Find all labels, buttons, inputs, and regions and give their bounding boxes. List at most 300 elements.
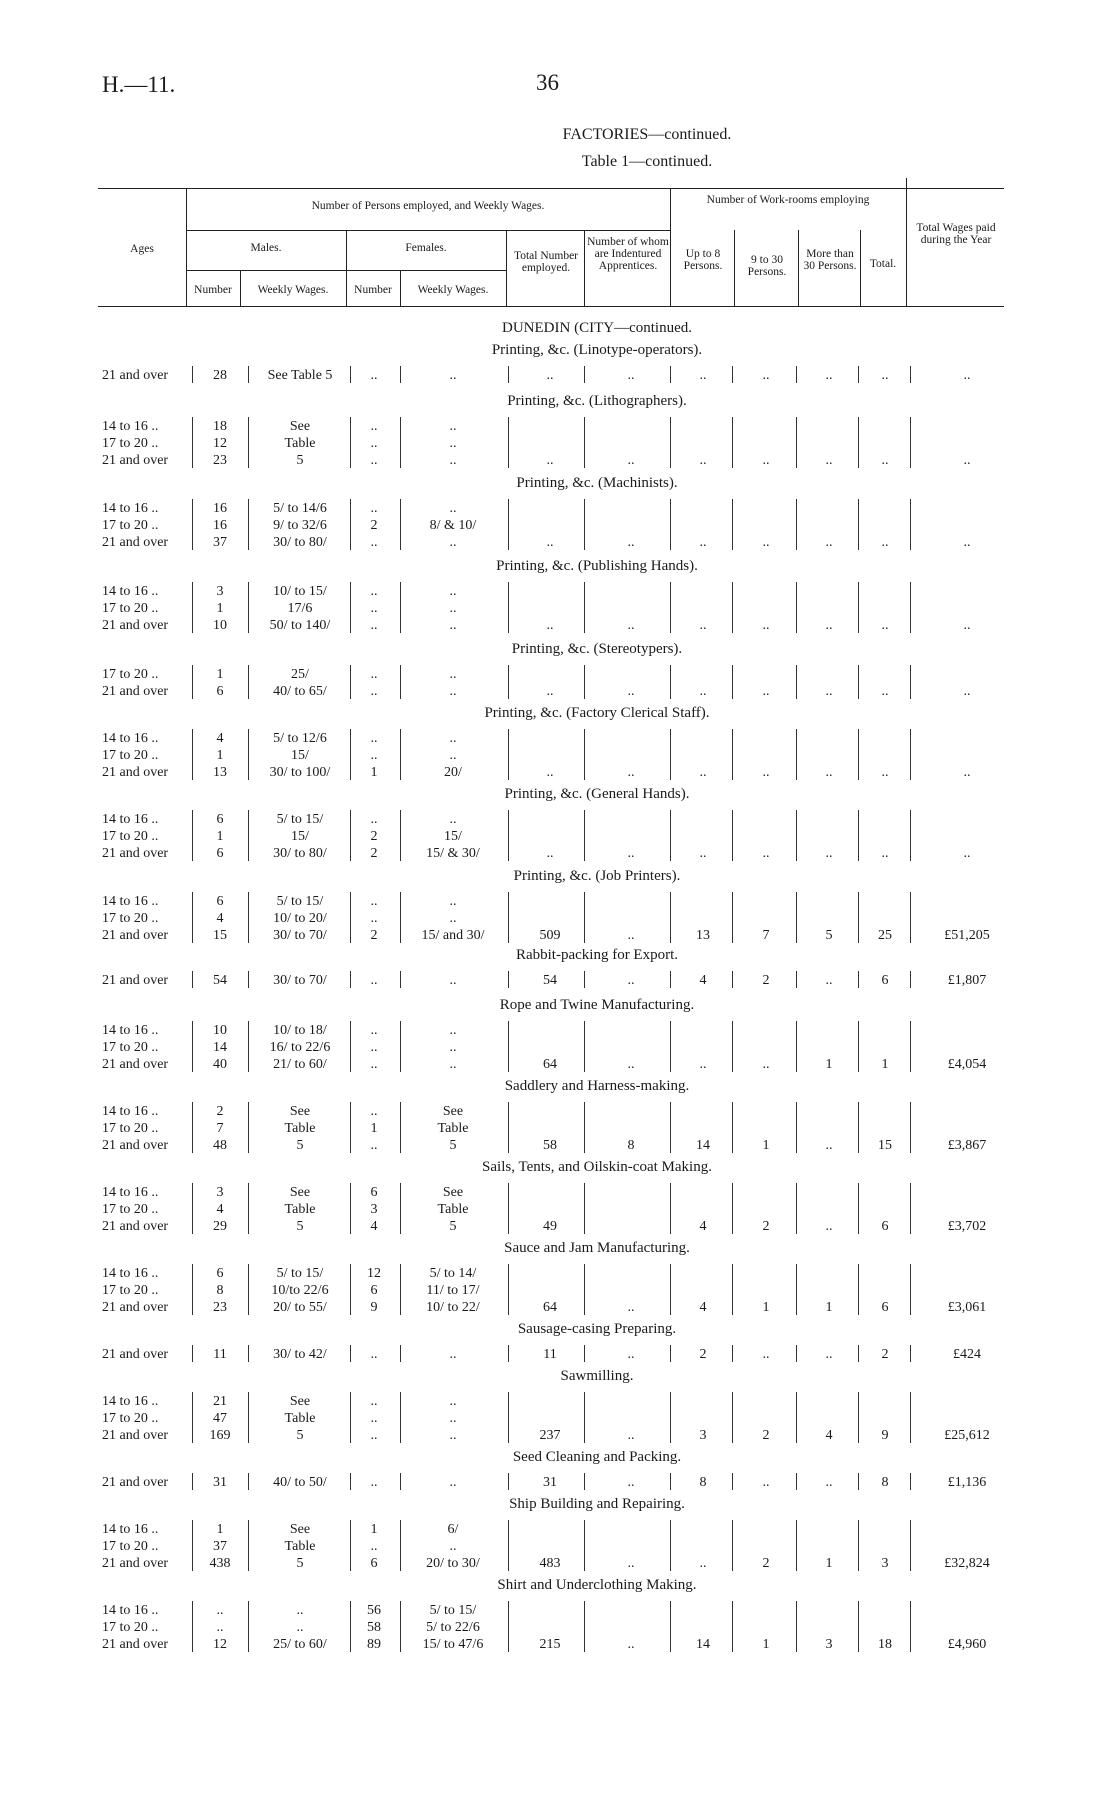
cell-w30: ..: [762, 846, 770, 861]
cell-w8: ..: [699, 846, 707, 861]
cell-fnum: 6: [370, 1185, 378, 1200]
column-rule: [858, 417, 859, 468]
cell-fwage: ..: [449, 684, 457, 699]
column-rule: [248, 1021, 249, 1072]
cell-mwage: 5/ to 15/: [276, 894, 324, 909]
column-rule: [584, 1345, 585, 1362]
cell-ind: ..: [627, 1637, 635, 1652]
column-rule: [192, 1520, 193, 1571]
cell-mnum: 6: [216, 684, 224, 699]
cell-age: 17 to 20 ..: [102, 748, 159, 763]
cell-ind: ..: [627, 973, 635, 988]
cell-w30: ..: [762, 1475, 770, 1490]
cell-mwage: 20/ to 55/: [273, 1300, 327, 1315]
cell-w8: 14: [696, 1637, 710, 1652]
table-row: [0, 1185, 1114, 1201]
column-rule: [508, 1601, 509, 1652]
column-rule: [584, 665, 585, 699]
column-rule: [910, 1345, 911, 1362]
column-rule: [732, 892, 733, 943]
cell-fnum: ..: [370, 1475, 378, 1490]
cell-mnum: 7: [216, 1121, 224, 1136]
column-rule: [670, 366, 671, 383]
column-rule: [796, 417, 797, 468]
column-rule: [400, 366, 401, 383]
section-title: Rabbit-packing for Export.: [515, 947, 679, 963]
column-rule: [400, 417, 401, 468]
cell-w8: ..: [699, 765, 707, 780]
column-rule: [732, 810, 733, 861]
cell-fnum: ..: [370, 436, 378, 451]
header-indentured: Number of whom are Indentured Apprentices.: [587, 236, 669, 272]
column-rule: [670, 971, 671, 988]
cell-age: 21 and over: [102, 765, 169, 780]
section-title: Printing, &c. (Machinists).: [516, 475, 678, 491]
cell-wages: £424: [953, 1347, 981, 1362]
cell-mwage: See: [289, 1394, 311, 1409]
table-row: [0, 419, 1114, 435]
cell-mnum: 10: [213, 1023, 227, 1038]
cell-mwage: 5: [296, 1428, 304, 1443]
cell-ind: ..: [627, 928, 635, 943]
table-row: [0, 368, 1114, 384]
section-title: Sauce and Jam Manufacturing.: [504, 1240, 690, 1256]
cell-fwage: ..: [449, 731, 457, 746]
column-rule: [796, 1601, 797, 1652]
cell-mwage: 40/ to 50/: [273, 1475, 327, 1490]
cell-fnum: ..: [370, 1428, 378, 1443]
cell-mnum: 40: [213, 1057, 227, 1072]
column-rule: [732, 1021, 733, 1072]
column-rule: [400, 665, 401, 699]
cell-age: 21 and over: [102, 1475, 169, 1490]
cell-mwage: 5/ to 12/6: [273, 731, 327, 746]
cell-fnum: ..: [370, 501, 378, 516]
cell-fnum: 6: [370, 1556, 378, 1571]
cell-mnum: 14: [213, 1040, 227, 1055]
column-rule: [248, 729, 249, 780]
cell-mnum: 1: [216, 829, 224, 844]
column-rule: [670, 665, 671, 699]
cell-fwage: 8/ & 10/: [429, 518, 477, 533]
column-rule: [350, 417, 351, 468]
column-rule: [350, 582, 351, 633]
cell-wtot: ..: [881, 765, 889, 780]
table-row: [0, 684, 1114, 700]
header-workrooms-group: Number of Work-rooms employing: [706, 194, 870, 206]
cell-fwage: ..: [449, 453, 457, 468]
column-rule: [732, 582, 733, 633]
cell-wages: ..: [963, 368, 971, 383]
cell-mwage: 5: [296, 1219, 304, 1234]
column-rule: [248, 971, 249, 988]
column-rule: [248, 1473, 249, 1490]
cell-w8: ..: [699, 684, 707, 699]
cell-w30: ..: [762, 684, 770, 699]
column-rule: [248, 1345, 249, 1362]
column-rule: [670, 729, 671, 780]
cell-mwage: 30/ to 80/: [273, 846, 327, 861]
cell-tot: ..: [546, 535, 554, 550]
cell-mwage: 17/6: [287, 601, 313, 616]
section-title: Printing, &c. (Linotype-operators).: [491, 342, 703, 358]
column-rule: [910, 729, 911, 780]
cell-w8: ..: [699, 535, 707, 550]
cell-ind: ..: [627, 1475, 635, 1490]
cell-w30: 7: [762, 928, 770, 943]
cell-w8: 4: [699, 973, 707, 988]
cell-fwage: ..: [449, 1428, 457, 1443]
cell-age: 14 to 16 ..: [102, 1185, 159, 1200]
cell-mnum: 2: [216, 1104, 224, 1119]
column-rule: [910, 1102, 911, 1153]
cell-mwage: 5/ to 14/6: [273, 501, 327, 516]
cell-fwage: ..: [449, 1539, 457, 1554]
column-rule: [508, 1102, 509, 1153]
cell-fwage: ..: [449, 812, 457, 827]
column-rule: [584, 1021, 585, 1072]
cell-mwage: ..: [296, 1620, 304, 1635]
column-rule: [350, 1264, 351, 1315]
cell-fnum: ..: [370, 894, 378, 909]
cell-tot: ..: [546, 453, 554, 468]
cell-mnum: 3: [216, 584, 224, 599]
table-row: [0, 1428, 1114, 1444]
cell-wtot: 6: [881, 1219, 889, 1234]
cell-mnum: 1: [216, 601, 224, 616]
section-title: Sausage-casing Preparing.: [517, 1321, 677, 1337]
column-rule: [192, 892, 193, 943]
cell-age: 14 to 16 ..: [102, 731, 159, 746]
cell-fwage: See: [442, 1185, 464, 1200]
cell-tot: 54: [543, 973, 557, 988]
cell-mwage: 15/: [291, 748, 309, 763]
column-rule: [584, 729, 585, 780]
cell-fnum: ..: [370, 1539, 378, 1554]
cell-wmore: ..: [825, 765, 833, 780]
column-rule: [350, 1601, 351, 1652]
cell-age: 17 to 20 ..: [102, 601, 159, 616]
cell-mnum: 54: [213, 973, 227, 988]
column-rule: [400, 1021, 401, 1072]
table-row: [0, 1522, 1114, 1538]
column-rule: [732, 1392, 733, 1443]
cell-age: 21 and over: [102, 1428, 169, 1443]
column-rule: [858, 1102, 859, 1153]
cell-age: 21 and over: [102, 1637, 169, 1652]
column-rule: [858, 810, 859, 861]
column-rule: [858, 665, 859, 699]
column-rule: [400, 1183, 401, 1234]
cell-wmore: ..: [825, 684, 833, 699]
table-title: Table 1—continued.: [581, 153, 713, 170]
cell-wtot: 25: [878, 928, 892, 943]
cell-mwage: Table: [284, 436, 316, 451]
column-rule: [192, 1473, 193, 1490]
cell-fwage: ..: [449, 1040, 457, 1055]
section-title: Shirt and Underclothing Making.: [497, 1577, 697, 1593]
column-rule: [584, 1102, 585, 1153]
cell-fwage: 11/ to 17/: [426, 1283, 480, 1298]
column-rule: [910, 582, 911, 633]
cell-wages: £3,061: [947, 1300, 987, 1315]
cell-w8: 3: [699, 1428, 707, 1443]
cell-mnum: 6: [216, 1266, 224, 1281]
cell-fnum: 4: [370, 1219, 378, 1234]
cell-wmore: ..: [825, 453, 833, 468]
section-title: Saddlery and Harness-making.: [504, 1078, 690, 1094]
column-rule: [192, 1183, 193, 1234]
column-rule: [248, 582, 249, 633]
cell-wtot: 6: [881, 1300, 889, 1315]
column-rule: [508, 499, 509, 550]
header-males: Males.: [250, 242, 282, 254]
cell-fnum: ..: [370, 453, 378, 468]
cell-wmore: 5: [825, 928, 833, 943]
column-rule: [910, 1473, 911, 1490]
cell-ind: ..: [627, 368, 635, 383]
cell-age: 17 to 20 ..: [102, 1539, 159, 1554]
cell-fnum: 1: [370, 765, 378, 780]
cell-w8: ..: [699, 368, 707, 383]
column-rule: [400, 810, 401, 861]
cell-tot: 58: [543, 1138, 557, 1153]
cell-ind: ..: [627, 1347, 635, 1362]
cell-tot: 237: [539, 1428, 561, 1443]
column-rule: [192, 1021, 193, 1072]
table-row: [0, 1475, 1114, 1491]
table-row: [0, 1394, 1114, 1410]
cell-fwage: 15/ to 47/6: [422, 1637, 484, 1652]
cell-wmore: ..: [825, 1138, 833, 1153]
cell-mwage: 16/ to 22/6: [269, 1040, 331, 1055]
cell-age: 21 and over: [102, 453, 169, 468]
table-row: [0, 1539, 1114, 1555]
table-row: [0, 1104, 1114, 1120]
cell-mnum: 4: [216, 731, 224, 746]
cell-mwage: 30/ to 42/: [273, 1347, 327, 1362]
column-rule: [910, 1601, 911, 1652]
column-rule: [248, 366, 249, 383]
column-rule: [400, 1520, 401, 1571]
column-rule: [670, 1264, 671, 1315]
column-rule: [248, 1392, 249, 1443]
cell-fwage: ..: [449, 667, 457, 682]
column-rule: [796, 1473, 797, 1490]
column-rule: [584, 971, 585, 988]
header-more-than-30: More than 30 Persons.: [803, 248, 857, 272]
cell-fnum: ..: [370, 419, 378, 434]
section-title: Printing, &c. (Stereotypers).: [511, 641, 683, 657]
cell-ind: ..: [627, 1300, 635, 1315]
cell-fwage: ..: [449, 1023, 457, 1038]
column-rule: [732, 1183, 733, 1234]
table-row: [0, 1411, 1114, 1427]
cell-fwage: 10/ to 22/: [426, 1300, 480, 1315]
cell-fwage: ..: [449, 601, 457, 616]
cell-mwage: 5: [296, 1138, 304, 1153]
cell-w30: 2: [762, 1428, 770, 1443]
cell-fnum: 2: [370, 846, 378, 861]
cell-age: 21 and over: [102, 973, 169, 988]
column-rule: [508, 1473, 509, 1490]
column-rule: [400, 971, 401, 988]
cell-mnum: 16: [213, 501, 227, 516]
table-row: [0, 501, 1114, 517]
cell-wages: ..: [963, 846, 971, 861]
cell-fnum: ..: [370, 535, 378, 550]
cell-w8: 14: [696, 1138, 710, 1153]
column-rule: [796, 1520, 797, 1571]
cell-fnum: ..: [370, 1138, 378, 1153]
column-rule: [910, 665, 911, 699]
cell-mnum: 6: [216, 894, 224, 909]
column-rule: [670, 1520, 671, 1571]
cell-mnum: 47: [213, 1411, 227, 1426]
cell-w30: ..: [762, 1057, 770, 1072]
table-row: [0, 1603, 1114, 1619]
cell-age: 21 and over: [102, 535, 169, 550]
table-row: [0, 453, 1114, 469]
column-rule: [248, 1520, 249, 1571]
cell-fwage: ..: [449, 748, 457, 763]
cell-age: 17 to 20 ..: [102, 1040, 159, 1055]
column-rule: [910, 971, 911, 988]
cell-fnum: ..: [370, 911, 378, 926]
column-rule: [910, 1520, 911, 1571]
cell-age: 21 and over: [102, 1138, 169, 1153]
column-rule: [670, 892, 671, 943]
cell-age: 21 and over: [102, 1556, 169, 1571]
column-rule: [508, 1264, 509, 1315]
table-row: [0, 1283, 1114, 1299]
column-rule: [796, 1183, 797, 1234]
column-rule: [796, 810, 797, 861]
cell-mnum: 10: [213, 618, 227, 633]
cell-mwage: 30/ to 100/: [269, 765, 331, 780]
cell-fnum: ..: [370, 667, 378, 682]
cell-fwage: ..: [449, 973, 457, 988]
cell-wages: ..: [963, 684, 971, 699]
cell-ind: ..: [627, 846, 635, 861]
column-rule: [350, 810, 351, 861]
table-row: [0, 1300, 1114, 1316]
column-rule: [400, 1601, 401, 1652]
cell-wages: £3,867: [947, 1138, 987, 1153]
cell-mnum: 48: [213, 1138, 227, 1153]
column-rule: [910, 892, 911, 943]
cell-wmore: 3: [825, 1637, 833, 1652]
cell-fnum: 2: [370, 928, 378, 943]
cell-mnum: 1: [216, 1522, 224, 1537]
cell-mnum: 16: [213, 518, 227, 533]
cell-wages: ..: [963, 453, 971, 468]
column-rule: [508, 1345, 509, 1362]
column-rule: [350, 499, 351, 550]
column-rule: [248, 1264, 249, 1315]
cell-ind: ..: [627, 1057, 635, 1072]
table-row: [0, 829, 1114, 845]
cell-ind: ..: [627, 535, 635, 550]
column-rule: [796, 729, 797, 780]
column-rule: [858, 499, 859, 550]
column-rule: [350, 1183, 351, 1234]
cell-mnum: 6: [216, 812, 224, 827]
table-row: [0, 1138, 1114, 1154]
column-rule: [858, 1183, 859, 1234]
cell-w8: 13: [696, 928, 710, 943]
column-rule: [508, 366, 509, 383]
cell-wmore: ..: [825, 1219, 833, 1234]
cell-mnum: 23: [213, 1300, 227, 1315]
column-rule: [350, 1392, 351, 1443]
column-rule: [910, 1392, 911, 1443]
cell-age: 21 and over: [102, 1300, 169, 1315]
column-rule: [858, 1520, 859, 1571]
cell-wmore: ..: [825, 618, 833, 633]
cell-mnum: 12: [213, 436, 227, 451]
column-rule: [584, 1183, 585, 1234]
cell-ind: ..: [627, 618, 635, 633]
cell-wtot: ..: [881, 684, 889, 699]
cell-fnum: ..: [370, 1411, 378, 1426]
column-rule: [350, 971, 351, 988]
cell-fnum: ..: [370, 1023, 378, 1038]
column-rule: [248, 417, 249, 468]
column-rule: [508, 1520, 509, 1571]
cell-fwage: 15/ & 30/: [426, 846, 480, 861]
cell-fnum: 58: [367, 1620, 381, 1635]
cell-age: 21 and over: [102, 1219, 169, 1234]
table-row: [0, 1121, 1114, 1137]
cell-w8: ..: [699, 1057, 707, 1072]
column-rule: [796, 971, 797, 988]
column-rule: [858, 971, 859, 988]
table-row: [0, 812, 1114, 828]
cell-wtot: 1: [881, 1057, 889, 1072]
cell-age: 17 to 20 ..: [102, 667, 159, 682]
table-row: [0, 765, 1114, 781]
column-rule: [858, 1392, 859, 1443]
cell-w8: ..: [699, 618, 707, 633]
cell-wages: £4,054: [947, 1057, 987, 1072]
column-rule: [796, 1264, 797, 1315]
cell-wages: £25,612: [944, 1428, 990, 1443]
cell-fwage: 5/ to 15/: [429, 1603, 477, 1618]
header-male-number: Number: [194, 284, 232, 296]
column-rule: [670, 1183, 671, 1234]
cell-fwage: ..: [449, 1475, 457, 1490]
cell-fnum: 9: [370, 1300, 378, 1315]
cell-w8: 4: [699, 1219, 707, 1234]
table-row: [0, 667, 1114, 683]
cell-mwage: 25/ to 60/: [273, 1637, 327, 1652]
cell-w30: 1: [762, 1300, 770, 1315]
cell-age: 17 to 20 ..: [102, 1121, 159, 1136]
cell-fnum: 6: [370, 1283, 378, 1298]
cell-wtot: ..: [881, 535, 889, 550]
cell-mnum: 6: [216, 846, 224, 861]
cell-w8: 2: [699, 1347, 707, 1362]
cell-wages: £1,136: [947, 1475, 987, 1490]
cell-age: 14 to 16 ..: [102, 1023, 159, 1038]
cell-fwage: 5: [449, 1219, 457, 1234]
cell-wtot: 2: [881, 1347, 889, 1362]
cell-fnum: ..: [370, 368, 378, 383]
column-rule: [796, 665, 797, 699]
table-row: [0, 1347, 1114, 1363]
cell-tot: ..: [546, 684, 554, 699]
